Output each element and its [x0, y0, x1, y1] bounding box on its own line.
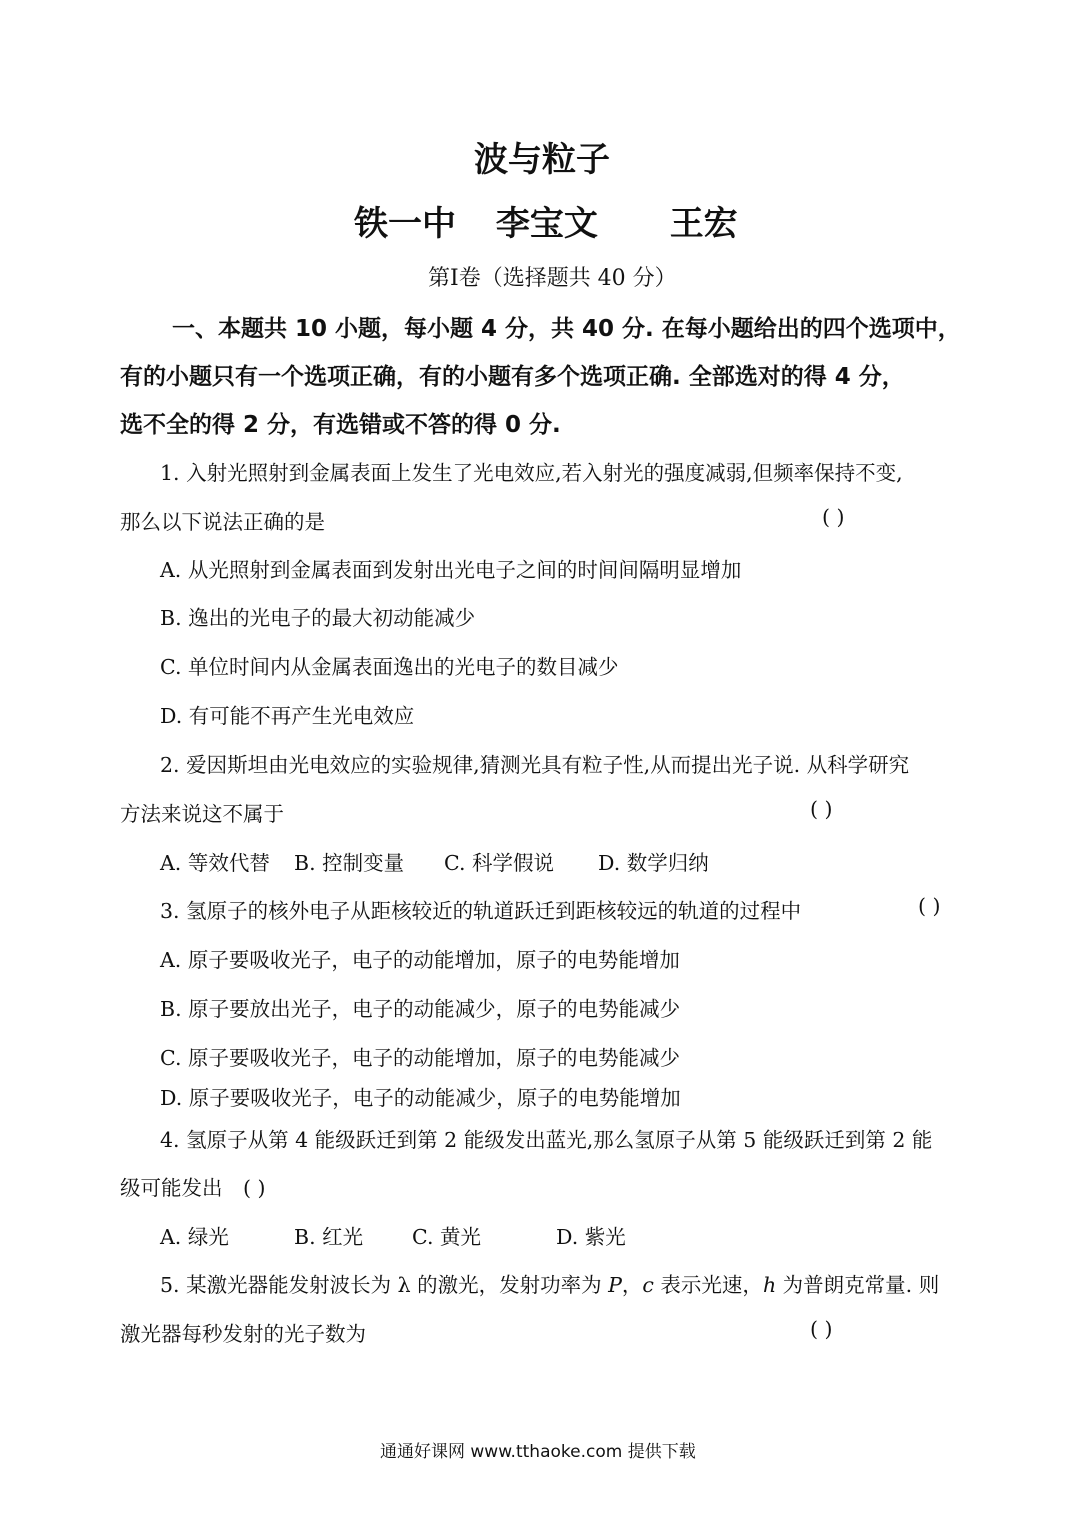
question-2-stem-line-1: 2. 爱因斯坦由光电效应的实验规律,猜测光具有粒子性,从而提出光子说. 从科学研究 [160, 753, 910, 777]
question-4-option-c: C. 黄光 [412, 1225, 481, 1249]
question-4-stem-text: 级可能发出 [120, 1176, 223, 1200]
instructions-line-3: 选不全的得 2 分，有选错或不答的得 0 分. [120, 412, 561, 438]
question-3-option-c: C. 原子要吸收光子，电子的动能增加，原子的电势能减少 [160, 1046, 680, 1070]
question-1-option-a: A. 从光照射到金属表面到发射出光电子之间的时间间隔明显增加 [160, 558, 742, 582]
question-3-answer-blank: ( ) [918, 894, 941, 918]
question-3-option-a: A. 原子要吸收光子，电子的动能增加，原子的电势能增加 [160, 948, 680, 972]
question-5-text-part-4: 为普朗克常量. 则 [776, 1273, 940, 1297]
question-2-option-a: A. 等效代替 [160, 851, 270, 875]
instructions-line-1: 一、本题共 10 小题，每小题 4 分，共 40 分. 在每小题给出的四个选项中， [172, 316, 961, 342]
instructions-line-2: 有的小题只有一个选项正确，有的小题有多个选项正确. 全部选对的得 4 分， [120, 364, 905, 390]
question-4-option-d: D. 紫光 [556, 1225, 626, 1249]
question-2-option-d: D. 数学归纳 [598, 851, 709, 875]
question-4-stem-line-2 [120, 1171, 266, 1201]
question-4-stem-line-1: 4. 氢原子从第 4 能级跃迁到第 2 能级发出蓝光,那么氢原子从第 5 能级跃迁到第 2 能 [160, 1128, 933, 1152]
question-4-answer-blank: ( ) [243, 1176, 266, 1200]
section-header: 第Ⅰ卷（选择题共 40 分） [428, 266, 677, 291]
question-5-text-part-3: 表示光速， [653, 1273, 763, 1297]
light-speed-symbol-c: c [642, 1273, 654, 1297]
question-2-stem-line-2: 方法来说这不属于 [120, 802, 284, 826]
question-5-text-part-1: 5. 某激光器能发射波长为 λ 的激光，发射功率为 [160, 1273, 609, 1297]
page-title: 波与粒子 [474, 140, 610, 180]
question-1-stem-line-2: 那么以下说法正确的是 [120, 510, 325, 534]
question-5-stem-line-1 [160, 1268, 939, 1298]
planck-symbol-h: h [762, 1273, 777, 1297]
question-3-option-b: B. 原子要放出光子，电子的动能减少，原子的电势能减少 [160, 997, 681, 1021]
author-line [354, 196, 738, 245]
author-school: 铁一中 [354, 204, 456, 244]
power-symbol-p: P [608, 1273, 622, 1297]
question-5-answer-blank: ( ) [810, 1317, 833, 1341]
author-name-2: 王宏 [669, 204, 738, 244]
question-3-option-d: D. 原子要吸收光子，电子的动能减少，原子的电势能增加 [160, 1086, 681, 1110]
author-name-1: 李宝文 [495, 204, 598, 244]
question-5-stem-line-2: 激光器每秒发射的光子数为 [120, 1322, 366, 1346]
question-1-option-c: C. 单位时间内从金属表面逸出的光电子的数目减少 [160, 655, 619, 679]
question-2-option-c: C. 科学假说 [444, 851, 554, 875]
question-1-option-b: B. 逸出的光电子的最大初动能减少 [160, 606, 476, 630]
question-4-option-a: A. 绿光 [160, 1225, 229, 1249]
question-2-option-b: B. 控制变量 [294, 851, 405, 875]
question-1-answer-blank: ( ) [822, 505, 845, 529]
question-1-option-d: D. 有可能不再产生光电效应 [160, 704, 415, 728]
question-5-text-part-2: ， [621, 1273, 643, 1297]
question-2-answer-blank: ( ) [810, 797, 833, 821]
page-footer: 通通好课网 www.tthaoke.com 提供下载 [380, 1442, 696, 1462]
question-3-stem-line-1: 3. 氢原子的核外电子从距核较近的轨道跃迁到距核较远的轨道的过程中 [160, 899, 802, 923]
question-1-stem-line-1: 1. 入射光照射到金属表面上发生了光电效应,若入射光的强度减弱,但频率保持不变, [160, 461, 903, 485]
question-4-option-b: B. 红光 [294, 1225, 364, 1249]
